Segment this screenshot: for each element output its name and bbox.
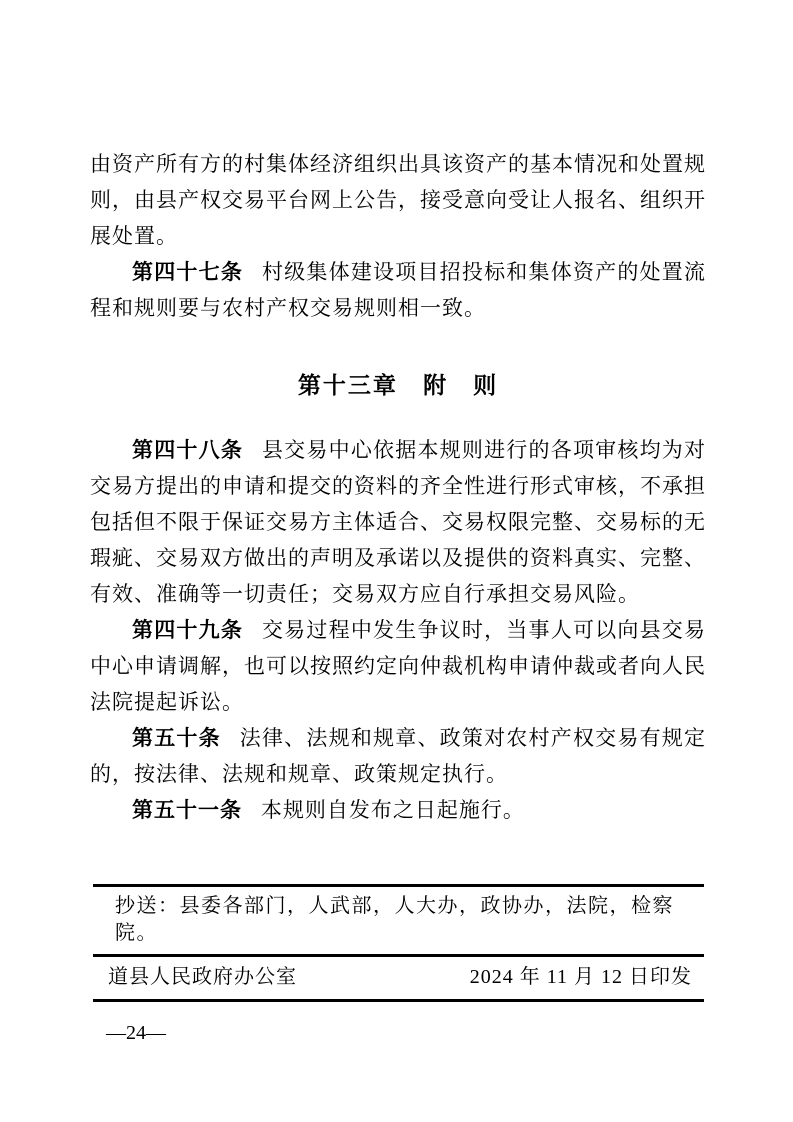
article-50-label: 第五十条	[132, 726, 221, 750]
article-48-text: 县交易中心依据本规则进行的各项审核均为对交易方提出的申请和提交的资料的齐全性进行形式审核，不承担包括但不限于保证交易方主体适合、交易权限完整、交易标的无瑕疵、交易双方做出的声明及承诺以及提供的资料真实、完整、有效、准确等一切责任；交易双方应自行承担交易风险。	[90, 438, 707, 606]
chapter-heading	[90, 372, 706, 400]
article-50	[90, 720, 706, 792]
chapter-title: 附 则	[423, 373, 499, 398]
article-51-label: 第五十一条	[132, 798, 242, 822]
document-body	[90, 146, 706, 828]
footer-bottom-rule	[93, 999, 704, 1002]
article-49-text: 交易过程中发生争议时，当事人可以向县交易中心申请调解，也可以按照约定向仲裁机构申请仲裁或者向人民法院提起诉讼。	[90, 618, 707, 714]
article-47	[90, 254, 706, 326]
chapter-number: 第十三章	[297, 373, 398, 398]
article-51	[90, 792, 706, 828]
article-48-label: 第四十八条	[132, 438, 244, 462]
footer-issue-line	[93, 957, 704, 999]
article-47-label: 第四十七条	[132, 260, 244, 284]
footer-cc-line: 抄送：县委各部门，人武部，人大办，政协办，法院，检察院。	[115, 895, 674, 944]
article-48	[90, 432, 706, 612]
article-49	[90, 612, 706, 720]
article-50-text: 法律、法规和规章、政策对农村产权交易有规定的，按法律、法规和规章、政策规定执行。	[90, 726, 707, 786]
footer-print-date: 2024 年 11 月 12 日印发	[469, 966, 692, 988]
footer-issuer: 道县人民政府办公室	[108, 966, 297, 988]
page-number: —24—	[106, 1022, 166, 1044]
article-49-label: 第四十九条	[132, 618, 244, 642]
article-47-text: 村级集体建设项目招投标和集体资产的处置流程和规则要与农村产权交易规则相一致。	[90, 260, 707, 320]
article-51-text: 本规则自发布之日起施行。	[260, 798, 525, 822]
paragraph-continuation: 由资产所有方的村集体经济组织出具该资产的基本情况和处置规则，由县产权交易平台网上公告，接受意向受让人报名、组织开展处置。	[90, 152, 706, 248]
document-footer	[93, 884, 704, 1002]
